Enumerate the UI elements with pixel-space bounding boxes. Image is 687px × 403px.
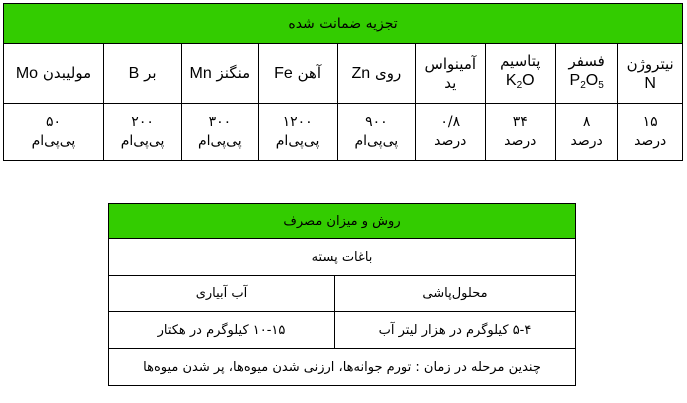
value-phosphorus-unit: درصد <box>570 133 603 149</box>
analysis-values-row <box>4 104 683 161</box>
usage-crop: باغات پسته <box>109 239 576 276</box>
value-manganese <box>182 104 258 161</box>
phosphorus-tail: O <box>585 72 599 89</box>
value-manganese-number: ۳۰۰ <box>208 114 232 130</box>
phosphorus-sub: 2 <box>580 80 586 91</box>
header-amino-acid <box>415 44 485 104</box>
potassium-sub: 2 <box>516 80 523 91</box>
header-zinc <box>337 44 415 104</box>
value-boron <box>103 104 181 161</box>
header-molybdenum-symbol: Mo <box>15 65 39 82</box>
header-manganese <box>182 44 258 104</box>
usage-crop-row <box>109 239 576 276</box>
header-nitrogen-symbol: N <box>644 74 656 92</box>
header-potassium-formula <box>486 71 555 95</box>
value-iron-number: ۱۲۰۰ <box>282 114 313 130</box>
header-amino-name-1: آمینواس <box>424 54 477 73</box>
header-boron <box>103 44 181 104</box>
header-nitrogen <box>618 44 683 104</box>
usage-method-irrigation: آب آبیاری <box>109 276 335 312</box>
guaranteed-analysis-table <box>3 3 683 161</box>
header-iron-symbol: Fe <box>274 65 293 82</box>
value-zinc <box>337 104 415 161</box>
usage-method-spray: محلول‌پاشی <box>335 276 576 312</box>
header-iron-name: آهن <box>297 64 322 82</box>
usage-table <box>108 203 576 386</box>
usage-timing-row <box>109 349 576 386</box>
header-phosphorus-name: فسفر <box>568 52 605 70</box>
header-zinc-name: روی <box>374 64 402 82</box>
analysis-header-row <box>4 44 683 104</box>
header-potassium-name: پتاسیم <box>500 52 541 70</box>
header-amino-name-2: ید <box>444 73 457 92</box>
usage-rate-row <box>109 312 576 349</box>
usage-method-row <box>109 276 576 312</box>
potassium-tail: O <box>522 72 535 89</box>
header-manganese-name: منگنز <box>216 64 251 82</box>
header-phosphorus <box>555 44 617 104</box>
header-molybdenum <box>4 44 104 104</box>
value-boron-unit: پی‌پی‌ام <box>120 133 165 149</box>
header-potassium <box>485 44 555 104</box>
header-phosphorus-formula <box>556 71 617 95</box>
header-iron <box>258 44 337 104</box>
header-zinc-symbol: Zn <box>351 65 371 82</box>
usage-rate-irrigation: ۱۰-۱۵ کیلوگرم در هکتار <box>109 312 335 349</box>
value-phosphorus-number: ۸ <box>582 114 591 130</box>
value-amino-number: ۰/۸ <box>440 114 461 130</box>
value-amino-acid <box>415 104 485 161</box>
header-nitrogen-name: نیتروژن <box>626 54 674 73</box>
value-molybdenum <box>4 104 104 161</box>
value-iron <box>258 104 337 161</box>
usage-rate-spray: ۵-۴ کیلوگرم در هزار لیتر آب <box>335 312 576 349</box>
header-boron-symbol: B <box>128 65 140 82</box>
value-zinc-unit: پی‌پی‌ام <box>354 133 399 149</box>
value-potassium <box>485 104 555 161</box>
value-nitrogen-number: ۱۵ <box>642 114 658 130</box>
phosphorus-symbol: P <box>569 72 581 89</box>
value-nitrogen <box>618 104 683 161</box>
phosphorus-sub2: 5 <box>598 80 604 91</box>
header-manganese-symbol: Mn <box>189 65 212 82</box>
value-manganese-unit: پی‌پی‌ام <box>198 133 242 149</box>
value-phosphorus <box>555 104 617 161</box>
value-amino-unit: درصد <box>434 133 467 149</box>
analysis-title: تجزیه ضمانت شده <box>4 4 683 44</box>
potassium-symbol: K <box>505 72 517 89</box>
value-nitrogen-unit: درصد <box>634 133 667 149</box>
value-iron-unit: پی‌پی‌ام <box>275 133 320 149</box>
value-boron-number: ۲۰۰ <box>131 114 154 130</box>
analysis-title-row <box>4 4 683 44</box>
value-potassium-unit: درصد <box>504 133 537 149</box>
value-potassium-number: ۳۴ <box>512 114 528 130</box>
header-boron-name: بر <box>144 64 157 82</box>
usage-title: روش و میزان مصرف <box>109 204 576 239</box>
header-molybdenum-name: مولیبدن <box>42 64 92 82</box>
value-molybdenum-number: ۵۰ <box>45 114 61 130</box>
value-molybdenum-unit: پی‌پی‌ام <box>31 133 76 149</box>
value-zinc-number: ۹۰۰ <box>365 114 388 130</box>
usage-timing: چندین مرحله در زمان : تورم جوانه‌ها، ارزنی شدن میوه‌ها، پر شدن میوه‌ها <box>109 349 576 386</box>
usage-title-row <box>109 204 576 239</box>
